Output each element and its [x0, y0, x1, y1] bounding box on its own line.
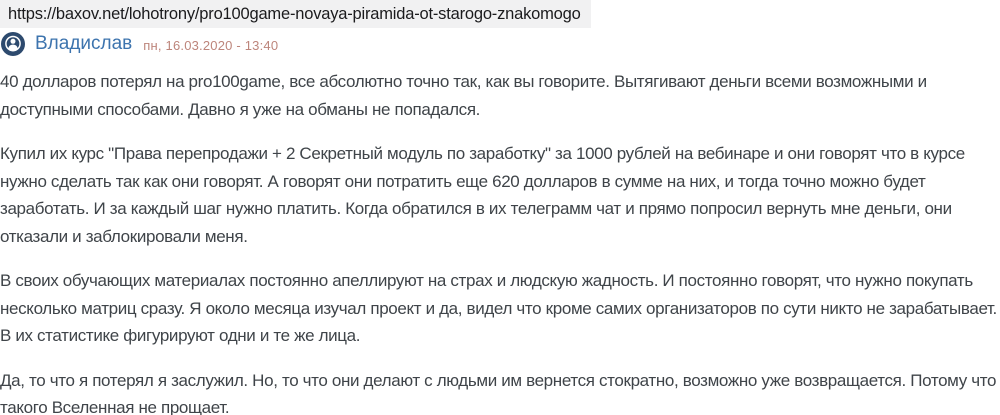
url-bar[interactable]: [0, 0, 591, 28]
comment-body: [0, 68, 1000, 415]
comment-paragraph: 40 долларов потерял на pro100game, все абсолютно точно так, как вы говорите. Вытягивают деньги всеми возможными и доступными способами. Давно я уже на обманы не попадался.: [0, 72, 927, 119]
comment-header: [1, 31, 1000, 57]
comment-paragraph: В своих обучающих материалах постоянно апеллируют на страх и людскую жадность. И постоянно говорят, что нужно покупать несколько матриц сразу. Я около месяца изучал проект и да, видел что кроме самих организаторов по сути никто не зарабатывает. В их статистике фигурируют одни и те же лица.: [0, 271, 997, 345]
comment-paragraph: Купил их курс "Права перепродажи + 2 Секретный модуль по заработку" за 1000 рублей на вебинаре и они говорят что в курсе нужно сделать так как они говорят. А говорят они потратить еще 620 долларов в сумме на них, и тогда точно можно будет заработать. И за каждый шаг нужно платить. Когда обратился в их телеграмм чат и прямо попросил вернуть мне деньги, они отказали и заблокировали меня.: [0, 144, 965, 246]
comment-paragraph: Да, то что я потерял я заслужил. Но, то что они делают с людьми им вернется стократно, возможно уже возвращается. Потому что такого Вселенная не прощает.: [0, 370, 997, 415]
url-text: https://baxov.net/lohotrony/pro100game-novaya-piramida-ot-starogo-znakomogo: [8, 4, 581, 23]
comment-date: пн, 16.03.2020 - 13:40: [143, 38, 279, 53]
user-avatar-icon: [1, 32, 25, 56]
comment-author-link[interactable]: Владислав: [35, 33, 133, 54]
